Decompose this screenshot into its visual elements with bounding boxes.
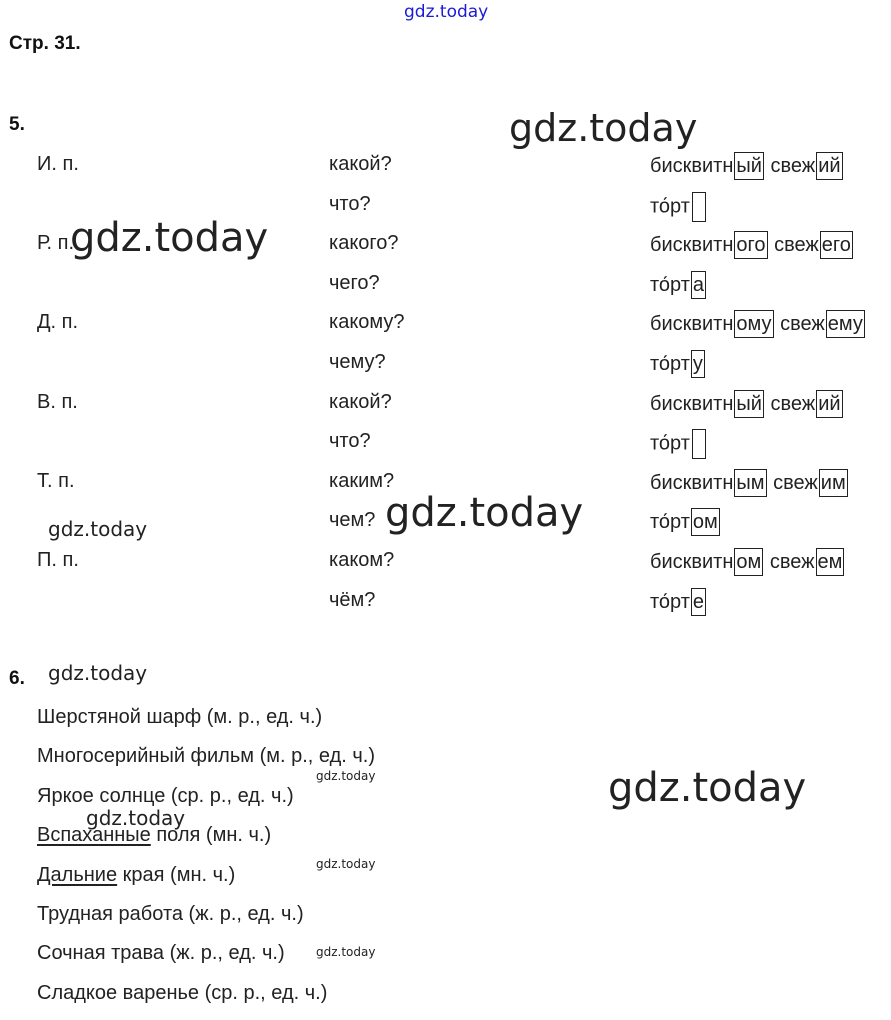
exercise-6-number: 6. xyxy=(9,668,25,689)
case-label: Т. п. xyxy=(37,470,75,492)
watermark-small-2: gdz.today xyxy=(48,661,148,685)
word-form xyxy=(650,271,707,299)
case-question: какого? xyxy=(329,232,399,254)
phrase-text: Шерстяной шарф (м. р., ед. ч.) xyxy=(37,706,323,728)
phrase-text: поля (мн. ч.) xyxy=(150,824,272,846)
phrase-text: Яркое солнце (ср. р., ед. ч.) xyxy=(37,785,294,807)
phrase-item xyxy=(37,902,304,926)
adjective-stem: свеж xyxy=(780,313,825,335)
watermark-small-3: gdz.today xyxy=(86,806,186,830)
phrase-text: Сладкое варенье (ср. р., ед. ч.) xyxy=(37,982,328,1004)
word-form xyxy=(650,588,707,616)
case-label: Р. п. xyxy=(37,232,75,254)
adjective-stem: свеж xyxy=(769,551,815,573)
noun-stem: то́рт xyxy=(650,353,690,375)
word-form xyxy=(650,310,866,338)
noun-stem: то́рт xyxy=(650,511,690,533)
phrase-text: края (мн. ч.) xyxy=(117,864,236,886)
adjective-stem: бисквитн xyxy=(650,155,734,177)
case-question: чем? xyxy=(329,509,376,531)
phrase-item xyxy=(37,863,235,887)
adjective-stem: бисквитн xyxy=(650,472,734,494)
word-form xyxy=(650,548,845,576)
adjective-ending: ом xyxy=(734,548,763,576)
case-question: какому? xyxy=(329,311,405,333)
adjective-ending: ый xyxy=(734,152,764,180)
adjective-stem: бисквитн xyxy=(650,313,734,335)
adjective-stem: свеж xyxy=(773,472,818,494)
noun-ending: ом xyxy=(691,508,720,536)
word-form xyxy=(650,390,844,418)
top-watermark: gdz.today xyxy=(404,2,489,22)
watermark-tiny-3: gdz.today xyxy=(316,945,376,959)
adjective-ending: ий xyxy=(816,390,842,418)
word-form xyxy=(650,192,706,222)
phrase-item xyxy=(37,981,327,1005)
adjective-stem: свеж xyxy=(774,234,819,256)
phrase-text: Многосерийный фильм (м. р., ед. ч.) xyxy=(37,745,375,767)
noun-stem: то́рт xyxy=(650,274,690,296)
phrase-item xyxy=(37,941,285,965)
noun-stem: то́рт xyxy=(650,591,690,613)
phrase-text: Сочная трава (ж. р., ед. ч.) xyxy=(37,942,285,964)
watermark-tiny-1: gdz.today xyxy=(316,769,376,783)
case-question: что? xyxy=(329,193,371,215)
zero-ending xyxy=(692,192,706,222)
phrase-item xyxy=(37,705,322,729)
watermark-small-1: gdz.today xyxy=(48,517,148,541)
noun-stem: то́рт xyxy=(650,195,690,218)
adjective-ending: ий xyxy=(816,152,842,180)
word-form xyxy=(650,231,854,259)
watermark-large-4: gdz.today xyxy=(608,765,807,811)
underlined-word: Вспаханные xyxy=(37,824,151,846)
noun-ending: а xyxy=(691,271,706,299)
adjective-stem: бисквитн xyxy=(650,551,734,573)
case-question: чего? xyxy=(329,272,380,294)
case-question: что? xyxy=(329,430,371,452)
adjective-ending: ый xyxy=(734,390,764,418)
watermark-large-3: gdz.today xyxy=(385,490,584,536)
case-question: каким? xyxy=(329,470,395,492)
case-question: какой? xyxy=(329,391,392,413)
case-question: чему? xyxy=(329,351,386,373)
case-question: каком? xyxy=(329,549,395,571)
word-form xyxy=(650,350,706,378)
adjective-ending: ого xyxy=(734,231,767,259)
case-label: В. п. xyxy=(37,391,78,413)
word-form xyxy=(650,152,844,180)
underlined-word: Дальние xyxy=(37,864,118,886)
adjective-ending: им xyxy=(819,469,848,497)
phrase-item xyxy=(37,744,375,768)
case-question: чём? xyxy=(329,589,376,611)
adjective-stem: свеж xyxy=(770,393,816,415)
adjective-stem: бисквитн xyxy=(650,393,734,415)
zero-ending xyxy=(692,429,706,459)
case-label: И. п. xyxy=(37,153,79,175)
adjective-ending: его xyxy=(820,231,853,259)
word-form xyxy=(650,429,706,459)
noun-stem: то́рт xyxy=(650,432,690,455)
case-label: Д. п. xyxy=(37,311,79,333)
adjective-ending: ым xyxy=(734,469,766,497)
phrase-text: Трудная работа (ж. р., ед. ч.) xyxy=(37,903,304,925)
adjective-ending: ому xyxy=(734,310,773,338)
noun-ending: у xyxy=(691,350,705,378)
adjective-stem: бисквитн xyxy=(650,234,734,256)
watermark-large-1: gdz.today xyxy=(509,106,698,150)
case-label: П. п. xyxy=(37,549,79,571)
watermark-tiny-2: gdz.today xyxy=(316,857,376,871)
adjective-stem: свеж xyxy=(770,155,816,177)
case-question: какой? xyxy=(329,153,392,175)
watermark-large-2: gdz.today xyxy=(70,215,269,261)
page-number: Стр. 31. xyxy=(9,33,81,54)
word-form xyxy=(650,508,721,536)
noun-ending: е xyxy=(691,588,706,616)
adjective-ending: ем xyxy=(816,548,845,576)
exercise-5-number: 5. xyxy=(9,114,25,135)
adjective-ending: ему xyxy=(826,310,865,338)
word-form xyxy=(650,469,849,497)
phrase-item xyxy=(37,784,294,808)
